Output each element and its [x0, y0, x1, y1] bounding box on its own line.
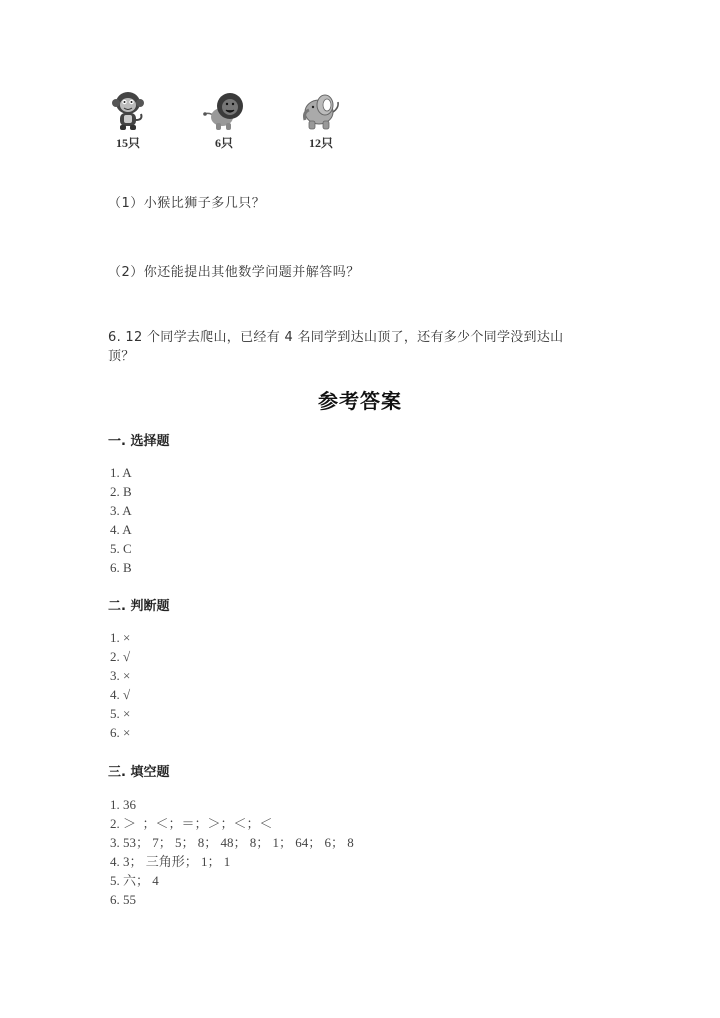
- answer-item: 5. C: [110, 541, 132, 556]
- animal-lion: [194, 90, 254, 151]
- question-1: （1）小猴比狮子多几只？: [108, 196, 266, 211]
- answer-item: 6. 55: [110, 892, 136, 907]
- section-heading-judgment: 二. 判断题: [108, 599, 170, 614]
- monkey-icon: [111, 90, 145, 132]
- answer-item: 3. A: [110, 503, 132, 518]
- section-heading-choice: 一. 选择题: [108, 434, 170, 449]
- question-6-line-1: 6. 12 个同学去爬山，已经有 4 名同学到达山顶了，还有多少个同学没到达山: [108, 330, 564, 345]
- lion-icon: [202, 90, 246, 132]
- lion-count: 6只: [214, 136, 233, 150]
- answer-item: 1. 36: [110, 797, 136, 812]
- answer-item: 1. ×: [110, 630, 131, 645]
- elephant-count: 12只: [308, 136, 333, 150]
- animal-monkey: [98, 90, 158, 151]
- answer-item: 2. ＞ ；＜；＝；＞；＜；＜: [110, 816, 273, 831]
- animal-elephant: [291, 90, 351, 151]
- answer-item: 2. √: [110, 649, 131, 664]
- answer-list-fill-blank: [110, 795, 354, 909]
- question-2: （2）你还能提出其他数学问题并解答吗？: [108, 265, 360, 280]
- monkey-count: 15只: [115, 136, 140, 150]
- elephant-icon: [299, 90, 343, 132]
- answer-item: 5. ×: [110, 706, 131, 721]
- answer-list-judgment: [110, 628, 130, 742]
- answer-list-choice: [110, 463, 132, 577]
- answer-item: 6. B: [110, 560, 132, 575]
- answer-key-title: 参考答案: [318, 389, 402, 413]
- answer-item: 4. A: [110, 522, 132, 537]
- answer-item: 5. 六； 4: [110, 873, 159, 888]
- section-heading-fill-blank: 三. 填空题: [108, 765, 170, 780]
- answer-item: 2. B: [110, 484, 132, 499]
- answer-item: 3. ×: [110, 668, 131, 683]
- question-6-line-2: 顶？: [108, 349, 135, 364]
- answer-item: 1. A: [110, 465, 132, 480]
- answer-item: 4. √: [110, 687, 131, 702]
- answer-item: 3. 53； 7； 5； 8； 48； 8； 1； 64； 6； 8: [110, 835, 354, 850]
- answer-item: 4. 3； 三角形； 1； 1: [110, 854, 231, 869]
- answer-item: 6. ×: [110, 725, 131, 740]
- question-6: [108, 328, 598, 366]
